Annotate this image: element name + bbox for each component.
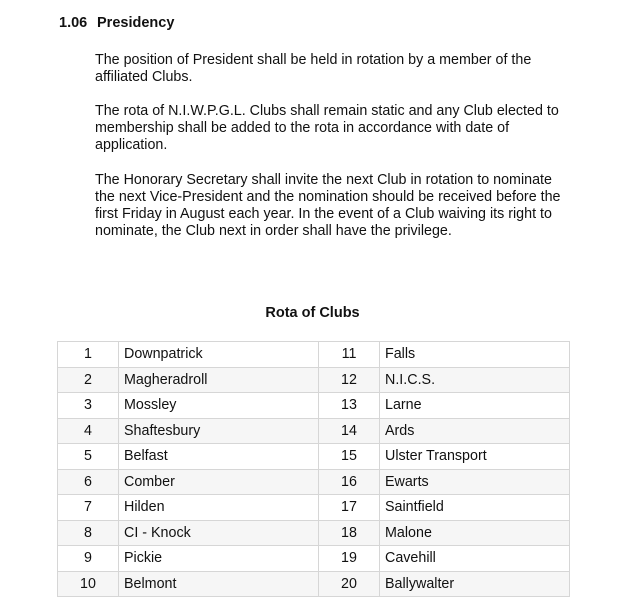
table-row (58, 393, 570, 419)
club-name-cell: N.I.C.S. (380, 367, 570, 393)
rota-number-cell: 6 (58, 469, 119, 495)
club-name-cell: Hilden (119, 495, 319, 521)
paragraph-nomination: The Honorary Secretary shall invite the next Club in rotation to nominate the next Vice-President and the nomination should be received before the first Friday in August each year. In the event of a Club waiving its right to nominate, the Club next in order shall have the privilege. (95, 172, 561, 239)
rota-table (57, 341, 570, 597)
rota-number-cell: 10 (58, 571, 119, 597)
table-row (58, 418, 570, 444)
club-name-cell: Ewarts (380, 469, 570, 495)
rota-number-cell: 13 (319, 393, 380, 419)
rota-number-cell: 19 (319, 546, 380, 572)
club-name-cell: Cavehill (380, 546, 570, 572)
rota-number-cell: 5 (58, 444, 119, 470)
section-number: 1.06 (59, 15, 88, 31)
table-row (58, 469, 570, 495)
rota-number-cell: 2 (58, 367, 119, 393)
club-name-cell: Larne (380, 393, 570, 419)
club-name-cell: Saintfield (380, 495, 570, 521)
rota-number-cell: 12 (319, 367, 380, 393)
rota-number-cell: 20 (319, 571, 380, 597)
rota-number-cell: 14 (319, 418, 380, 444)
rota-number-cell: 11 (319, 342, 380, 368)
rota-number-cell: 18 (319, 520, 380, 546)
club-name-cell: Shaftesbury (119, 418, 319, 444)
club-name-cell: Comber (119, 469, 319, 495)
rota-number-cell: 3 (58, 393, 119, 419)
club-name-cell: CI - Knock (119, 520, 319, 546)
section-title: Presidency (97, 15, 175, 31)
club-name-cell: Ulster Transport (380, 444, 570, 470)
club-name-cell: Malone (380, 520, 570, 546)
section-heading (59, 15, 174, 31)
table-row (58, 367, 570, 393)
club-name-cell: Falls (380, 342, 570, 368)
table-row (58, 495, 570, 521)
table-row (58, 520, 570, 546)
rota-number-cell: 15 (319, 444, 380, 470)
club-name-cell: Downpatrick (119, 342, 319, 368)
rota-number-cell: 7 (58, 495, 119, 521)
table-row (58, 546, 570, 572)
table-title: Rota of Clubs (265, 305, 360, 321)
paragraph-president-rotation: The position of President shall be held in rotation by a member of the affiliated Clubs. (95, 52, 532, 85)
club-name-cell: Belfast (119, 444, 319, 470)
club-name-cell: Magheradroll (119, 367, 319, 393)
club-name-cell: Pickie (119, 546, 319, 572)
club-name-cell: Ards (380, 418, 570, 444)
rota-number-cell: 8 (58, 520, 119, 546)
table-row (58, 571, 570, 597)
paragraph-rota-static: The rota of N.I.W.P.G.L. Clubs shall remain static and any Club elected to membership shall be added to the rota in accordance with date of application. (95, 103, 559, 153)
rota-number-cell: 4 (58, 418, 119, 444)
club-name-cell: Ballywalter (380, 571, 570, 597)
rota-number-cell: 1 (58, 342, 119, 368)
rota-number-cell: 9 (58, 546, 119, 572)
table-row (58, 342, 570, 368)
rota-number-cell: 17 (319, 495, 380, 521)
rota-number-cell: 16 (319, 469, 380, 495)
club-name-cell: Mossley (119, 393, 319, 419)
table-row (58, 444, 570, 470)
club-name-cell: Belmont (119, 571, 319, 597)
